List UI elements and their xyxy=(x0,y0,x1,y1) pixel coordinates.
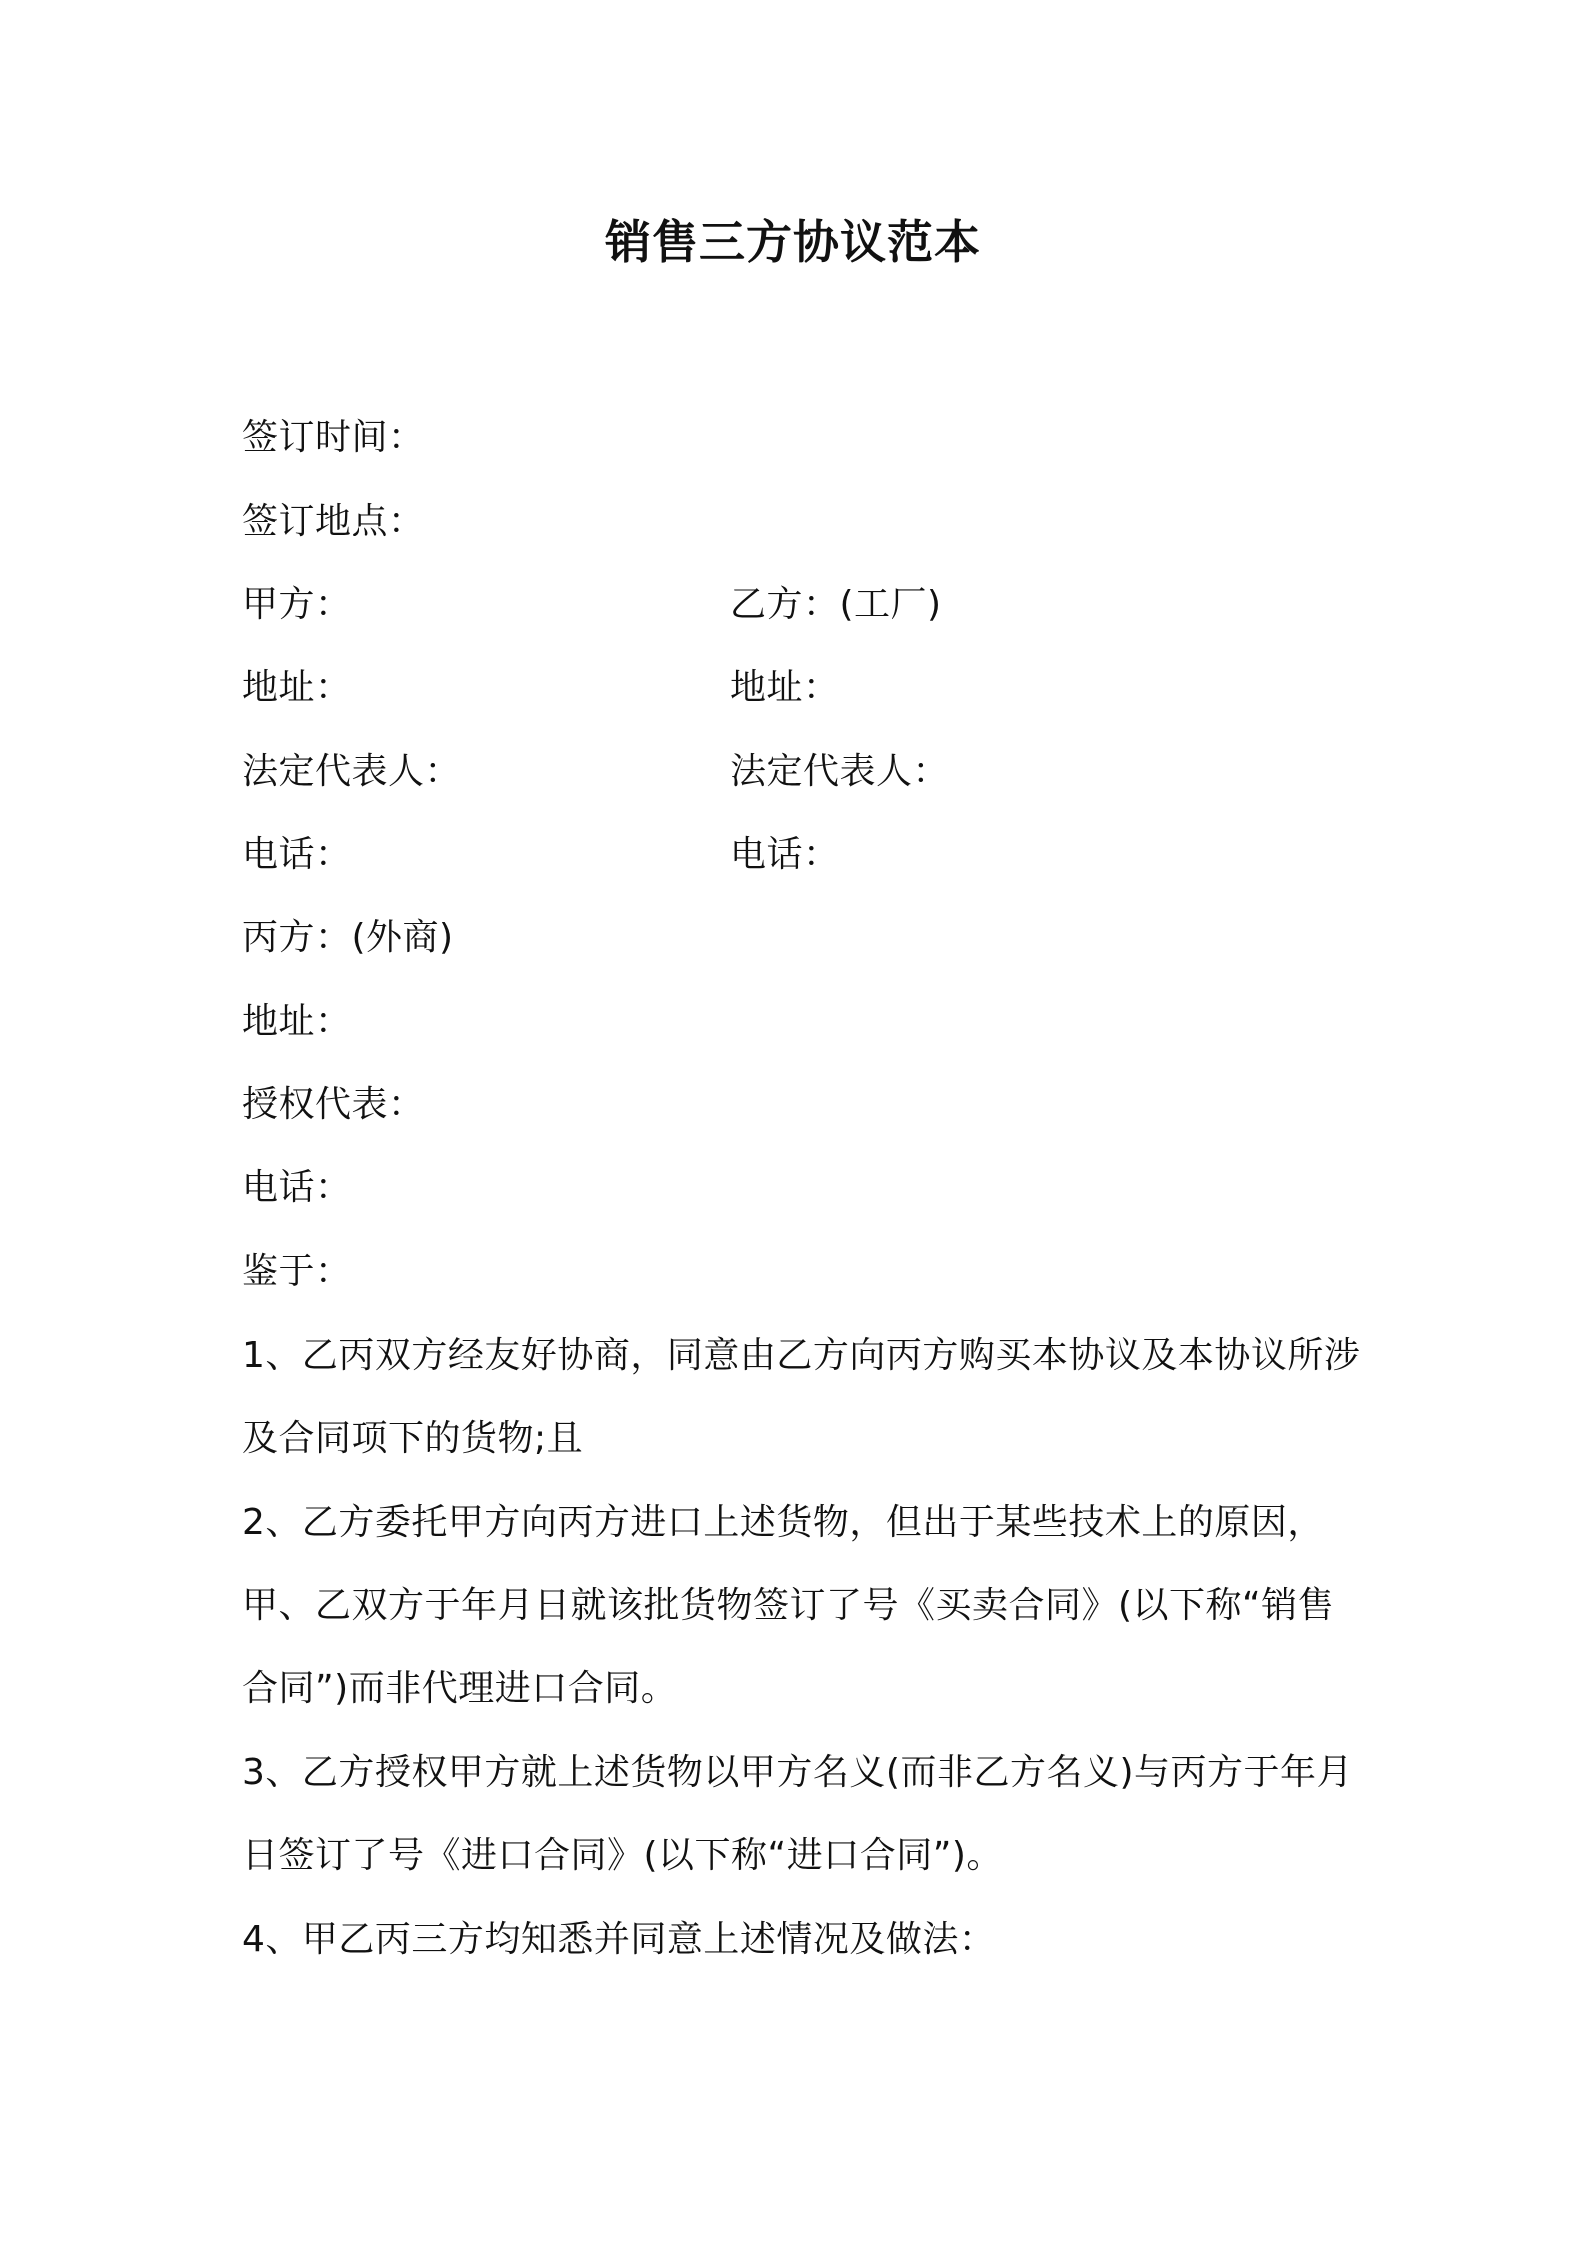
party-c-label: 丙方：(外商) xyxy=(242,917,454,958)
party-b-legal-rep-label: 法定代表人： xyxy=(730,751,950,792)
signing-place-label: 签订地点： xyxy=(242,501,425,542)
document-title: 销售三方协议范本 xyxy=(605,215,981,269)
party-b-address-label: 地址： xyxy=(730,667,840,708)
party-b-label: 乙方：(工厂) xyxy=(730,584,942,625)
party-c-authorized-rep-label: 授权代表： xyxy=(242,1084,425,1125)
party-a-phone-label: 电话： xyxy=(242,834,352,875)
party-a-address-label: 地址： xyxy=(242,667,352,708)
whereas-label: 鉴于： xyxy=(242,1251,352,1292)
party-b-phone-label: 电话： xyxy=(730,834,840,875)
clause-4: 4、甲乙丙三方均知悉并同意上述情况及做法： xyxy=(242,1919,996,1960)
party-a-label: 甲方： xyxy=(242,584,352,625)
clause-3: 3、乙方授权甲方就上述货物以甲方名义(而非乙方名义)与丙方于年月日签订了号《进口合同》(以下称“进口合同”)。 xyxy=(242,1752,1353,1876)
party-c-address-label: 地址： xyxy=(242,1001,352,1042)
clause-1: 1、乙丙双方经友好协商，同意由乙方向丙方购买本协议及本协议所涉及合同项下的货物;且 xyxy=(242,1335,1361,1459)
party-a-legal-rep-label: 法定代表人： xyxy=(242,751,462,792)
signing-time-label: 签订时间： xyxy=(242,417,425,458)
party-c-phone-label: 电话： xyxy=(242,1167,352,1208)
clause-2: 2、乙方委托甲方向丙方进口上述货物，但出于某些技术上的原因，甲、乙双方于年月日就该批货物签订了号《买卖合同》(以下称“销售合同”)而非代理进口合同。 xyxy=(242,1502,1335,1709)
